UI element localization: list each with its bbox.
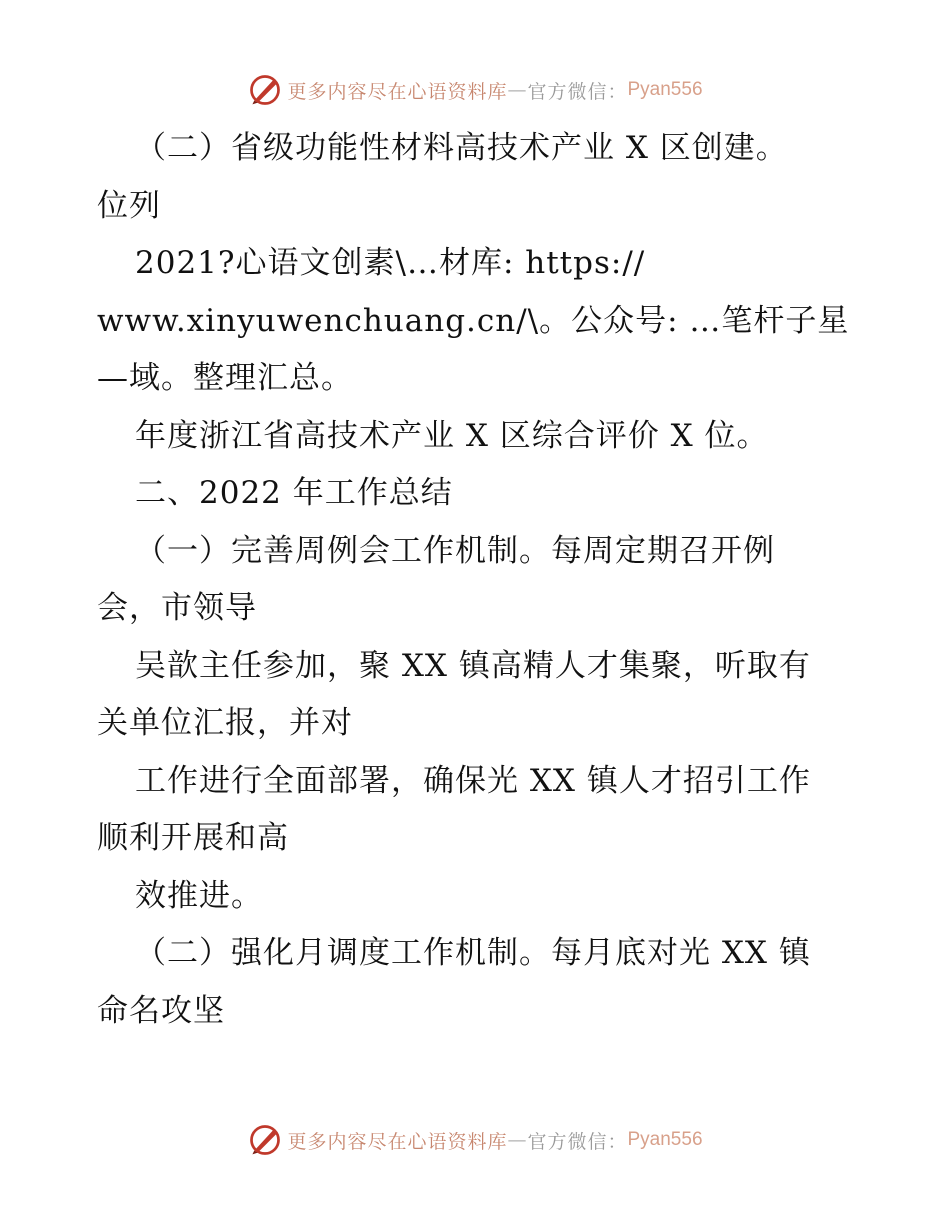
watermark-wechat-label: 官方微信：	[527, 1130, 628, 1153]
pen-logo-icon	[247, 72, 283, 108]
watermark-wechat-label: 官方微信：	[527, 80, 628, 103]
text-line: 命名攻坚	[97, 992, 225, 1029]
text-line: —域。整理汇总。	[97, 360, 353, 396]
text-line: （二）省级功能性材料高技术产业 X 区创建。	[135, 130, 788, 166]
text-line: （二）强化月调度工作机制。每月底对光 XX 镇	[135, 935, 811, 971]
document-body	[97, 120, 867, 1040]
text-line: 会，市领导	[97, 590, 257, 626]
text-line: 吴歆主任参加，聚 XX 镇高精人才集聚，听取有	[135, 647, 811, 684]
text-line: 效推进。	[135, 877, 263, 914]
watermark-text: 更多内容尽在心语资料库	[287, 80, 508, 103]
pen-logo-icon	[247, 1122, 283, 1158]
text-line: 位列	[97, 187, 161, 224]
text-line: 工作进行全面部署，确保光 XX 镇人才招引工作	[135, 762, 811, 799]
watermark-separator: —	[507, 1129, 528, 1151]
watermark-separator: —	[507, 79, 528, 101]
text-line: 二、2022 年工作总结	[135, 475, 453, 511]
text-line: www.xinyuwenchuang.cn/\。公众号: …笔杆子星	[97, 302, 850, 339]
watermark-text: 更多内容尽在心语资料库	[287, 1130, 508, 1153]
watermark-wechat-id: Pyan556	[627, 1129, 703, 1150]
header-watermark	[0, 70, 950, 110]
footer-watermark	[0, 1120, 950, 1160]
text-line: 顺利开展和高	[97, 820, 289, 856]
text-line: 2021?心语文创素\…材库: https://	[135, 245, 646, 281]
text-line: 年度浙江省高技术产业 X 区综合评价 X 位。	[135, 417, 769, 454]
text-line: 关单位汇报，并对	[97, 705, 353, 741]
text-line: （一）完善周例会工作机制。每周定期召开例	[135, 532, 775, 569]
watermark-wechat-id: Pyan556	[627, 79, 703, 100]
